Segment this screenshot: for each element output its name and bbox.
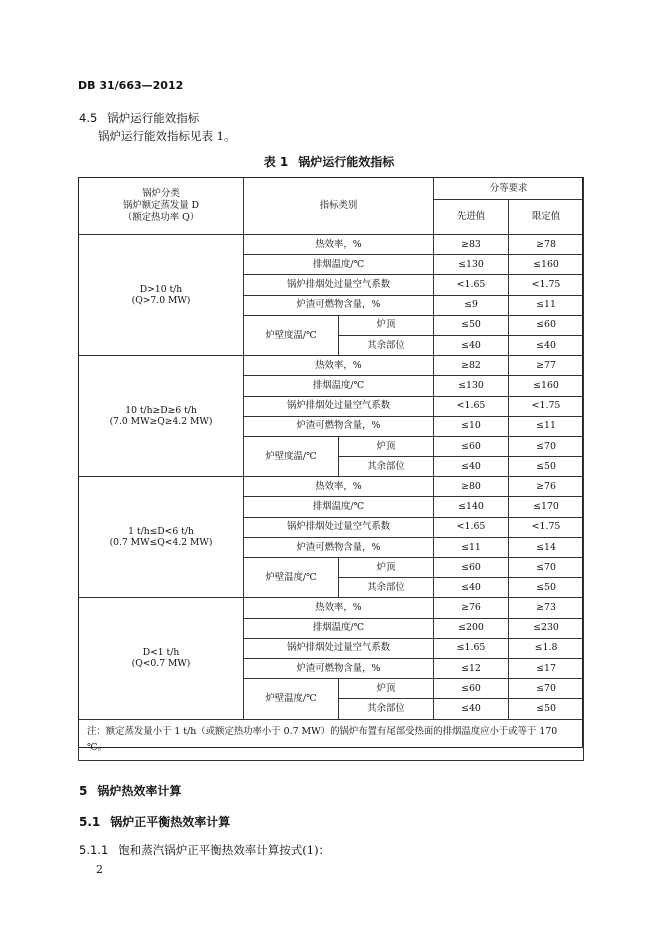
header-limit: 限定值 <box>509 200 584 235</box>
indicator-name: 锅炉排烟处过量空气系数 <box>244 275 434 295</box>
advanced-value: ≥80 <box>434 477 509 497</box>
advanced-value: <1.65 <box>434 396 509 416</box>
table-caption <box>0 153 658 170</box>
advanced-value: ≤11 <box>434 537 509 557</box>
advanced-value: ≤12 <box>434 658 509 678</box>
category-capacity: 1 t/h≤D<6 t/h <box>128 525 194 537</box>
header-category <box>79 178 244 235</box>
advanced-value: ≤1.65 <box>434 638 509 658</box>
indicator-name: 锅炉排烟处过量空气系数 <box>244 396 434 416</box>
efficiency-table <box>78 177 584 761</box>
header-advanced: 先进值 <box>434 200 509 235</box>
limit-value: ≤50 <box>509 699 584 719</box>
section-title: 锅炉热效率计算 <box>97 784 182 798</box>
advanced-value: ≥82 <box>434 356 509 376</box>
wall-position: 其余部位 <box>339 699 434 719</box>
indicator-name: 锅炉排烟处过量空气系数 <box>244 517 434 537</box>
limit-value: ≤11 <box>509 295 584 315</box>
indicator-name: 炉渣可燃物含量，% <box>244 295 434 315</box>
limit-value: <1.75 <box>509 517 584 537</box>
indicator-name: 热效率，% <box>244 356 434 376</box>
table-caption-title: 锅炉运行能效指标 <box>298 155 395 169</box>
advanced-value: ≤40 <box>434 457 509 477</box>
indicator-name: 排烟温度/℃ <box>244 618 434 638</box>
limit-value: <1.75 <box>509 275 584 295</box>
advanced-value: <1.65 <box>434 275 509 295</box>
advanced-value: ≤200 <box>434 618 509 638</box>
limit-value: ≤160 <box>509 255 584 275</box>
limit-value: ≤70 <box>509 436 584 456</box>
wall-temperature-label: 炉壁温度/℃ <box>244 679 339 719</box>
header-category-line: （额定热功率 Q） <box>122 211 200 223</box>
limit-value: ≤60 <box>509 315 584 335</box>
header-grade: 分等要求 <box>434 178 584 200</box>
advanced-value: ≤50 <box>434 315 509 335</box>
indicator-name: 热效率，% <box>244 235 434 255</box>
section-number: 4.5 <box>79 111 98 125</box>
limit-value: ≤40 <box>509 335 584 355</box>
section-5-heading <box>79 782 181 799</box>
indicator-name: 热效率，% <box>244 598 434 618</box>
category-capacity: D>10 t/h <box>139 283 183 295</box>
limit-value: ≤70 <box>509 679 584 699</box>
boiler-category-cell <box>79 598 244 719</box>
boiler-category-cell <box>79 477 244 598</box>
header-category-line: 锅炉分类 <box>142 188 180 200</box>
indicator-name: 热效率，% <box>244 477 434 497</box>
section-title: 锅炉正平衡热效率计算 <box>110 815 231 829</box>
limit-value: ≥78 <box>509 235 584 255</box>
page-number: 2 <box>96 863 103 876</box>
wall-temperature-label: 炉壁温度/℃ <box>244 558 339 598</box>
section-4-5-paragraph: 锅炉运行能效指标见表 1。 <box>98 129 236 143</box>
limit-value: ≥76 <box>509 477 584 497</box>
standard-code-header: DB 31/663—2012 <box>78 79 184 92</box>
section-number: 5.1.1 <box>79 843 109 857</box>
limit-value: ≤1.8 <box>509 638 584 658</box>
limit-value: ≤50 <box>509 578 584 598</box>
boiler-category-cell <box>79 235 244 356</box>
wall-position: 炉顶 <box>339 436 434 456</box>
advanced-value: ≤40 <box>434 699 509 719</box>
boiler-category-cell <box>79 356 244 477</box>
category-capacity: D<1 t/h <box>142 646 180 658</box>
wall-position: 炉顶 <box>339 315 434 335</box>
limit-value: <1.75 <box>509 396 584 416</box>
indicator-name: 排烟温度/℃ <box>244 497 434 517</box>
indicator-name: 锅炉排烟处过量空气系数 <box>244 638 434 658</box>
advanced-value: ≤60 <box>434 436 509 456</box>
category-power: (7.0 MW≥Q≥4.2 MW) <box>109 416 213 428</box>
advanced-value: ≤60 <box>434 679 509 699</box>
limit-value: ≥77 <box>509 356 584 376</box>
advanced-value: ≤40 <box>434 335 509 355</box>
limit-value: ≤170 <box>509 497 584 517</box>
wall-position: 炉顶 <box>339 558 434 578</box>
limit-value: ≤11 <box>509 416 584 436</box>
limit-value: ≥73 <box>509 598 584 618</box>
advanced-value: ≥76 <box>434 598 509 618</box>
limit-value: ≤160 <box>509 376 584 396</box>
advanced-value: ≤130 <box>434 376 509 396</box>
wall-temperature-label: 炉壁度温/℃ <box>244 315 339 355</box>
advanced-value: <1.65 <box>434 517 509 537</box>
indicator-name: 排烟温度/℃ <box>244 376 434 396</box>
section-number: 5.1 <box>79 815 101 829</box>
category-power: (Q>7.0 MW) <box>131 295 191 307</box>
indicator-name: 炉渣可燃物含量，% <box>244 658 434 678</box>
header-category-line: 锅炉额定蒸发量 D <box>122 200 200 212</box>
advanced-value: ≤40 <box>434 578 509 598</box>
limit-value: ≤14 <box>509 537 584 557</box>
section-4-5-heading <box>79 110 199 126</box>
advanced-value: ≤140 <box>434 497 509 517</box>
indicator-name: 排烟温度/℃ <box>244 255 434 275</box>
wall-position: 其余部位 <box>339 457 434 477</box>
category-power: (0.7 MW≤Q<4.2 MW) <box>109 537 213 549</box>
indicator-name: 炉渣可燃物含量，% <box>244 416 434 436</box>
advanced-value: ≤9 <box>434 295 509 315</box>
table-note: 注：额定蒸发量小于 1 t/h（或额定热功率小于 0.7 MW）的锅炉布置有尾部受热面的排烟温度应小于或等于 170 ℃。 <box>79 719 584 761</box>
limit-value: ≤17 <box>509 658 584 678</box>
limit-value: ≤70 <box>509 558 584 578</box>
wall-position: 其余部位 <box>339 335 434 355</box>
advanced-value: ≥83 <box>434 235 509 255</box>
category-capacity: 10 t/h≥D≥6 t/h <box>125 404 197 416</box>
indicator-name: 炉渣可燃物含量，% <box>244 537 434 557</box>
section-5-1-1-text <box>79 842 330 858</box>
section-text: 饱和蒸汽锅炉正平衡热效率计算按式(1)： <box>118 843 331 857</box>
advanced-value: ≤60 <box>434 558 509 578</box>
limit-value: ≤230 <box>509 618 584 638</box>
section-number: 5 <box>79 784 88 798</box>
advanced-value: ≤130 <box>434 255 509 275</box>
table-caption-number: 表 1 <box>263 155 289 169</box>
category-power: (Q<0.7 MW) <box>131 658 191 670</box>
wall-position: 炉顶 <box>339 679 434 699</box>
advanced-value: ≤10 <box>434 416 509 436</box>
limit-value: ≤50 <box>509 457 584 477</box>
wall-temperature-label: 炉壁度温/℃ <box>244 436 339 476</box>
section-title: 锅炉运行能效指标 <box>107 111 200 125</box>
section-5-1-heading <box>79 813 230 830</box>
table-body <box>79 178 584 761</box>
header-indicator: 指标类别 <box>244 178 434 235</box>
wall-position: 其余部位 <box>339 578 434 598</box>
